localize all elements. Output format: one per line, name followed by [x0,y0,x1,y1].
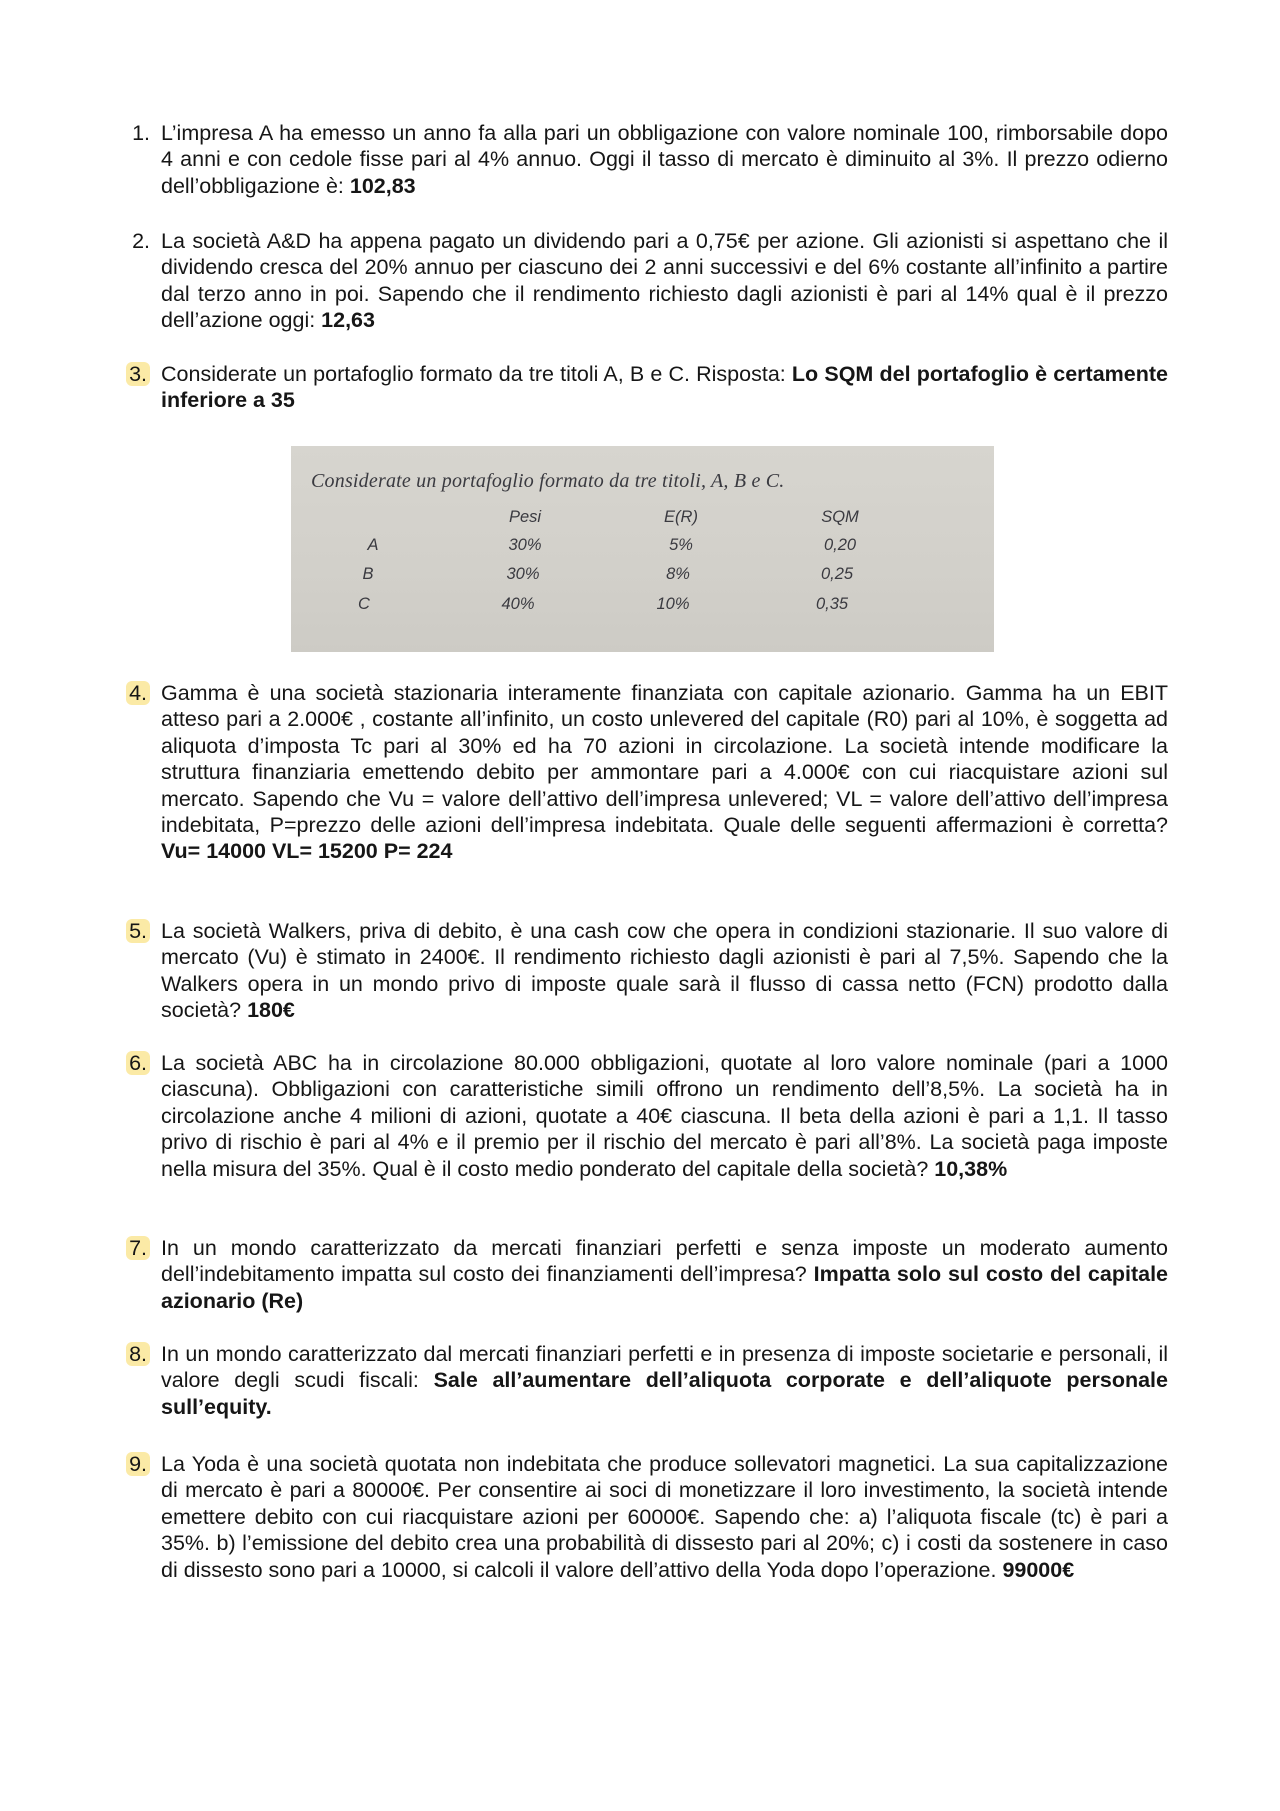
question-6 [120,1050,1168,1182]
question-text: L’impresa A ha emesso un anno fa alla pari un obbligazione con valore nominale 100, rimborsabile dopo 4 anni e con cedole fisse pari al 4% annuo. Oggi il tasso di mercato è diminuito al 3%. Il prezzo odierno dell’obbligazione è: 102,83 [161,121,1168,198]
cell: 30% [508,536,542,554]
question-number-highlighted: 9. [120,1451,150,1477]
question-number-highlighted: 4. [120,680,150,706]
cell: 30% [506,565,540,583]
answer: Lo SQM del portafoglio è certamente inferiore a 35 [161,362,1168,413]
answer: Impatta solo sul costo del capitale azionario (Re) [161,1262,1168,1313]
question-text: La società Walkers, priva di debito, è una cash cow che opera in condizioni stazionarie. Il suo valore di mercato (Vu) è stimato in 2400€. Il rendimento richiesto dagli azionisti è pari al 7,5%. Sapendo che la Walkers opera in un mondo privo di imposte quale sarà il flusso di cassa netto (FCN) prodotto dalla società? 180€ [161,919,1168,1023]
question-text: Considerate un portafoglio formato da tre titoli A, B e C. Risposta: Lo SQM del portafoglio è certamente inferiore a 35 [161,362,1168,413]
question-2 [120,228,1168,334]
cell: 0,20 [823,536,857,554]
cell: 8% [666,565,690,583]
question-number-highlighted: 6. [120,1050,150,1076]
answer: 102,83 [349,173,416,198]
question-7 [120,1235,1168,1314]
question-4 [120,680,1168,865]
row-label: B [362,565,374,583]
answer: 10,38% [934,1156,1008,1181]
answer: Sale all’aumentare dell’aliquota corporate e dell’aliquote personale sull’equity. [161,1368,1168,1419]
question-3 [120,361,1168,414]
question-number-highlighted: 5. [120,918,150,944]
question-number: 1. [132,121,150,145]
question-text: In un mondo caratterizzato da mercati finanziari perfetti e senza imposte un moderato aumento dell’indebitamento impatta sul costo dei finanziamenti dell’impresa? Impatta solo sul costo del capitale azionario (Re) [161,1236,1168,1313]
table-title: Considerate un portafoglio formato da tre titoli, A, B e C. [311,470,785,492]
cell: 0,35 [815,595,849,613]
question-text: La società A&D ha appena pagato un dividendo pari a 0,75€ per azione. Gli azionisti si aspettano che il dividendo cresca del 20% annuo per ciascuno dei 2 anni successivi e del 6% costante all’infinito a partire dal terzo anno in poi. Sapendo che il rendimento richiesto dagli azionisti è pari al 14% qual è il prezzo dell’azione oggi: 12,63 [161,229,1168,333]
question-8 [120,1341,1168,1420]
question-9 [120,1451,1168,1583]
question-5 [120,918,1168,1024]
portfolio-table-image [291,446,994,652]
answer: Vu= 14000 VL= 15200 P= 224 [161,839,453,864]
cell: 10% [656,595,690,613]
question-text: In un mondo caratterizzato dal mercati finanziari perfetti e in presenza di imposte societarie e personali, il valore degli scudi fiscali: Sale all’aumentare dell’aliquota corporate e dell’aliquote personale sull’equity. [161,1342,1168,1419]
answer: 99000€ [1002,1557,1075,1582]
row-label: A [367,536,379,554]
question-1 [120,120,1168,199]
header-pesi: Pesi [508,508,542,526]
answer: 180€ [247,998,295,1023]
question-text: La Yoda è una società quotata non indebitata che produce sollevatori magnetici. La sua capitalizzazione di mercato è pari a 80000€. Per consentire ai soci di monetizzare il loro investimento, la società intende emettere debito con cui riacquistare azioni per 60000€. Sapendo che: a) l’aliquota fiscale (tc) è pari a 35%. b) l’emissione del debito crea una probabilità di dissesto pari al 20%; c) i costi da sostenere in caso di dissesto sono pari a 10000, si calcoli il valore dell’attivo della Yoda dopo l’operazione. 99000€ [161,1452,1168,1582]
question-text: Gamma è una società stazionaria interamente finanziata con capitale azionario. Gamma ha un EBIT atteso pari a 2.000€ , costante all’infinito, un costo unlevered del capitale (R0) pari al 10%, è soggetta ad aliquota d’imposta Tc pari al 30% ed ha 70 azioni in circolazione. La società intende modificare la struttura finanziaria emettendo debito per ammontare pari a 4.000€ con cui riacquistare azioni sul mercato. Sapendo che Vu = valore dell’attivo dell’impresa unlevered; VL = valore dell’attivo dell’impresa indebitata, P=prezzo delle azioni dell’impresa indebitata. Quale delle seguenti affermazioni è corretta? Vu= 14000 VL= 15200 P= 224 [161,681,1168,864]
question-text: La società ABC ha in circolazione 80.000 obbligazioni, quotate al loro valore nominale (pari a 1000 ciascuna). Obbligazioni con caratteristiche simili offrono un rendimento dell’8,5%. La società ha in circolazione anche 4 milioni di azioni, quotate a 40€ ciascuna. Il beta della azioni è pari a 1,1. Il tasso privo di rischio è pari al 4% e il premio per il rischio del mercato è pari all’8%. La società paga imposte nella misura del 35%. Qual è il costo medio ponderato del capitale della società? 10,38% [161,1051,1168,1181]
question-number-highlighted: 8. [120,1341,150,1367]
cell: 40% [501,595,535,613]
question-number-highlighted: 3. [120,361,150,387]
cell: 5% [669,536,693,554]
question-number-highlighted: 7. [120,1235,150,1261]
cell: 0,25 [820,565,854,583]
question-number: 2. [132,229,150,253]
answer: 12,63 [321,308,375,333]
header-er: E(R) [664,508,698,526]
header-sqm: SQM [821,508,859,526]
row-label: C [358,595,370,613]
